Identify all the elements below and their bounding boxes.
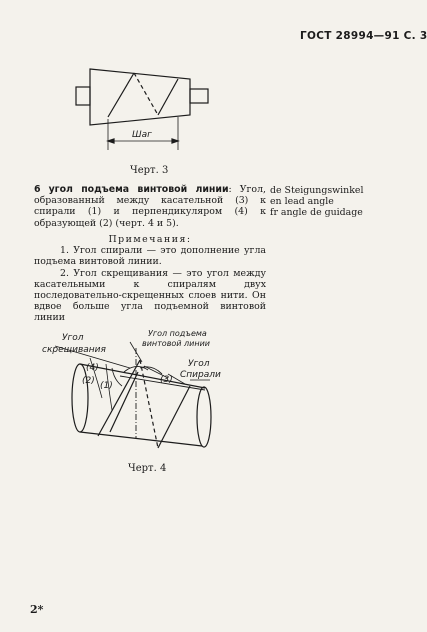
translation-de: de Steigungswinkel [270,185,364,196]
page-header: ГОСТ 28994—91 С. 3 [300,30,427,42]
figure-4-caption: Черт. 4 [128,463,167,474]
lead-angle-label-1: Угол подъема [148,329,207,338]
term-definition [34,184,266,229]
notes-heading: Примечания: [108,234,192,245]
translation-fr: fr angle de guidage [270,207,363,219]
crossing-angle-label-2: скрещивания [42,345,106,355]
mark-2: (2) [82,376,95,386]
mark-3: (3) [160,375,173,385]
note-item-1: 1. Угол спирали — это дополнение угла подъема винтовой линии. [34,245,266,268]
translation-en: en lead angle [270,196,334,208]
mark-1: (1) [100,381,113,391]
crossing-angle-label-1: Угол [62,333,84,343]
notes-block [34,234,266,324]
step-label: Шаг [132,130,152,140]
spiral-angle-label-1: Угол [188,359,210,369]
page-footer-mark: 2* [30,603,44,616]
lead-angle-label-2: винтовой линии [142,339,210,348]
figure-3-caption: Черт. 3 [130,165,169,176]
mark-4: (4) [86,363,99,373]
term-name: угол подъема винтовой линии [48,184,229,195]
term-definition-text: : Угол, образованный между касательной (3) к спирали (1) и перпендикуляром (4) к образующей (2) (черт. 4 и 5). [34,184,266,229]
note-item-2: 2. Угол скрещивания — это угол между касательными к спиралям двух последовательно-скрещенных слоев нити. Он вдвое больше угла подъемной винтовой линии [34,267,266,324]
spiral-angle-label-2: Спирали [180,370,221,380]
term-translations [270,185,420,219]
figure-4-drawing [40,328,240,453]
term-number: 6 [34,184,41,195]
figure-3-drawing [60,55,220,155]
